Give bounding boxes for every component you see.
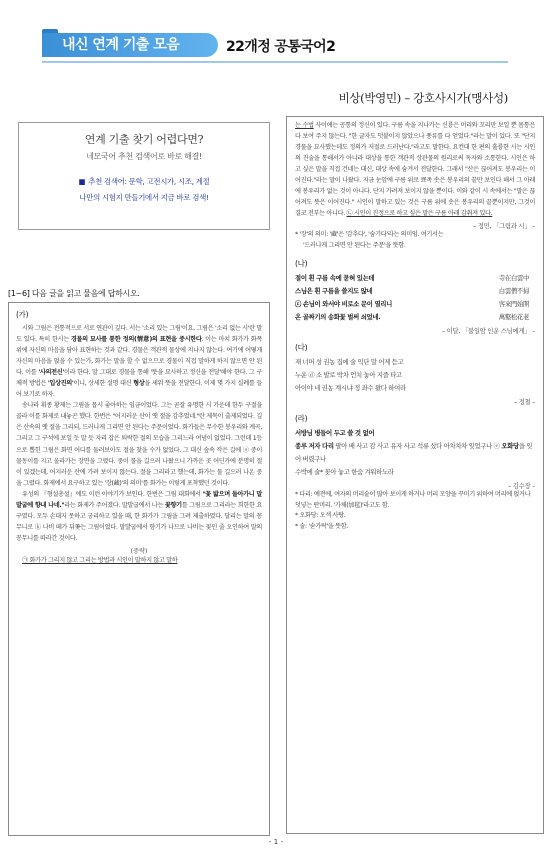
bold-span: '사의전신' [38,369,64,377]
poem-na-hanja: 白雲僧不掃 [498,287,529,296]
poem-na-korean: 절이 흰 구름 속에 묻혀 있는데 [295,274,375,283]
underlined-text: 는 수법 [295,122,314,129]
poem-na-hanja: 客來門始開 [498,300,529,309]
source-ra: – 김수장 – [508,482,535,491]
source-title: 비상(박영민) – 강호사시가(맹사성) [338,91,508,105]
footnote-jang [295,230,535,251]
poem-na-hanja: 萬壑松花老 [498,313,529,322]
text-span: 팔아 배 사고 감 사고 유자 사고 석류 샀다 아차차차 잊었구나 ⓔ [333,442,502,451]
underlined-text: ㉡ 시인이 진정으로 하고 싶은 말은 구름 아래 감춰져 있다. [346,210,493,218]
header-badge: 내신 연계 기출 모음 [42,33,218,57]
header-subject: 22개정 공통국어2 [226,39,336,55]
question-instruction: [1~6] 다음 글을 읽고 물음에 답하시오. [8,289,140,298]
poem-na-korean: ⓒ 손님이 와서야 비로소 문이 열리니 [295,300,392,309]
promo-line2: 나만의 시험지 만들기에서 지금 바로 검색! [79,193,209,202]
passage-tag-ga: (가) [16,310,29,319]
bold-span: 경물의 묘사를 통한 정의(情意)의 표현을 중시한다 [70,336,202,344]
poem-na-line [295,272,535,285]
text-span: 시와 그림은 전통적으로 서로 연관이 깊다. 서는 '소리 있는 그림'이요, 그림은 '소리 없는 시'란 말도 있다. 특히 한시는 [16,325,262,344]
footnotes-ra [295,490,535,532]
text-span: 이니, 상세한 설명 대신 [73,380,134,388]
bold-span: '입상진의' [47,380,74,388]
poem-da-line-2: 누운 ⓓ 소 발로 박차 언치 놓아 지즐 타고 [295,371,402,380]
promo-subtitle: 네모국어 추천 검색어로 바로 해결! [86,152,202,161]
text-span: 라는 화제가 주어졌다. 말발굽에서 나는 [64,501,165,509]
source-na: – 이달, 「불일암 인운 스님에게」 – [442,327,535,336]
passage-tag-ra: (라) [295,414,308,424]
page-header [0,0,552,66]
text-span: 유성의 『형설총설』에도 이런 이야기가 보인다. 한번은 그림 대회에서 [22,490,203,498]
promo-line1: 추천 검색어: 문학, 고전시가, 시조, 계절 [88,177,210,186]
omission-mark: (중략) [130,547,148,555]
paragraph-2: 송나라 휘종 황제는 그림을 몹시 좋아하는 임금이었다. 그는 곧잘 유명한 시 가운데 한두 구절을 골라 이를 화제로 내놓곤 했다. 한번은 "어지러운 산이 옛 절을 감추었네."란 제목이 출제되었다. 깊은 산속의 옛 절을 그리되, 드러나게 그리면 안 된다는 주문이었다. 화가들은 무수한 봉우리와 계곡, 그리고 그 구석에 보일 듯 말 듯 자리 잡은 퇴락한 절의 모습을 그리느라 여념이 없었다. 그런데 1등으로 뽑힌 그림은 화면 어디를 둘러보아도 절을 찾을 수가 없었다. 그 대신 숲속 작은 길에 ⓐ 중이 물동이를 지고 올라가는 장면을 그렸다. 중이 물을 길으러 나왔으니 가까운 곳 어딘가에 분명히 절이 있겠는데, 어지러운 산에 가려 보이지 않는다. 절을 그리라고 했는데, 화가는 물 길으러 나온 중을 그렸다. 화제에서 요구하고 있는 '장(藏)'의 의미'를 화가는 이렇게 포착했던 것이다. [16,402,262,487]
promo-box [18,122,270,230]
passage-box-right [286,116,544,834]
passage-tag-na: (나) [295,259,308,269]
note-line: * 술: '숟가락'을 뜻함. [295,522,349,530]
note-line: * 다리: 예전에, 여자의 머리숱이 많아 보이게 하거나 머리 모양을 꾸미기 위하여 머리에 얹거나 덧넣는 딴머리. '가체(加髢)'라고도 함. [295,491,531,509]
promo-search-keywords [19,176,269,187]
header-divider [42,61,508,63]
promo-title: 연계 기출 찾기 어렵다면? [84,133,204,146]
square-bullet-icon: ■ [78,177,86,186]
note-line: * 오화당: 오색 사탕. [295,512,346,520]
bold-span: 종루 저자 다리 [295,442,334,451]
passage-ga-text [16,323,262,544]
poem-ra-line-2 [295,440,535,466]
passage-tag-da: (다) [295,343,308,353]
note-line: '드러나게 그리면 안 된다는 주문'을 뜻함. [303,241,406,249]
poem-ra-line-1 [295,427,535,440]
poem-na-line [295,285,535,298]
poem-na-korean: 온 골짜기의 송화꽃 벌써 쇠었네. [295,313,381,322]
poem-na-line [295,311,535,324]
underlined-text: ㉠ 화가가 그리지 않고 그리는 방법과 시인이 말하지 않고 말하 [22,556,178,564]
paragraph-4 [16,555,262,566]
poem-da-line-1: 재 너머 성 권농 집에 술 익단 말 어제 듣고 [295,358,404,367]
text-span: 을 잊어 버렸구나 [295,442,533,464]
poem-na [295,272,535,324]
poem-ra-line-3: 수박에 술* 꽂아 놓고 한숨 겨워하노라 [295,468,394,477]
poem-na-korean: 스님은 흰 구름을 쓸지도 않네 [295,287,373,296]
source-ga: – 정민, 「그림과 시」 – [473,222,535,231]
text-span: . 이는 마치 화가가 화폭 위에 자신의 마음을 담아 표현하는 것과 같다. 경물은 객관적 물상에 지나지 않는다. 여기에 어떻게 자신의 마음을 얹을 수 있는가, 화가는 말을 할 수 없으므로 경물이 직접 말하게 하지 않으면 안 된다. 이를 [16,336,262,377]
source-da: – 정철 – [513,398,535,407]
poem-da-line-3: 아이야 네 권농 계시냐 정 좌수 왔다 하여라 [295,384,406,393]
text-span: 사이에는 공통의 정신이 있다. 구름 속을 지나가는 신룡은 머리와 꼬리만 보일 뿐 몸통은 다 보여 주지 않는다. "한 글자도 덧붙이지 않았으나 풍류를 다 얻었다."라는 말이 있다. 또 "단지 경물을 묘사했는데도 정의가 저절로 드러난다."라고도 말한다. 요컨대 한 편의 훌륭한 시는 시인의 진술을 통해서가 아니라 대상을 통한 객관적 상관물의 원리로써 독자와 소통한다. 시인은 하고 싶은 말을 직접 건네는 대신, 대상 속에 숨겨서 전달한다. 그래서 "산은 끊어져도 봉우리는 이어진다."라는 말이 나왔다. 지금 눈앞에 구름 위로 뾰족 솟은 봉우리의 끝만 보인다 해서 그 아래에 봉우리가 없는 것이 아니다. 단지 가려져 보이지 않을 뿐이다. 이와 같이 시 속에서는 "말은 끊어져도 뜻은 이어진다." 시인이 말하고 있는 것은 구름 위에 솟은 봉우리의 끝뿐이지만, 그것이 결코 전부는 아니다. [295,122,535,218]
text-span: 를 그림으로 그리라는 희한한 요구였다. 모두 손대지 못하고 궁리하고 있을 때, 한 화가가 그림을 그려 제출하였다. 달리는 말의 꽁무니로 ⓑ 나비 떼가 뒤쫓는 그림이었다. 말발굽에서 향기가 나므로 나비는 꽃인 줄 오인하여 말의 꽁무니를 따라간 것이다. [16,501,263,542]
bold-span: "꽃 밟으며 돌아가니 말발굽에 향내 나네." [16,490,262,509]
bold-span: 꽃향기 [164,501,182,509]
bold-span: 서방님 병들어 두고 쓸 것 없어 [295,429,375,438]
bold-span: 형상 [133,380,145,388]
text-span: 을 세워 뜻을 전달한다. 이제 몇 가지 실례를 들어 보기로 하자. [16,380,262,399]
poem-na-line [295,298,535,311]
poem-na-hanja: 寺在白雲中 [498,274,529,283]
text-span: 이라 한다. 말 그대로 경물을 통해 '뜻을 묘사하고 정신을 전달'해야 한다. 그 구체적 방법은 [16,369,262,388]
note-line: * '장'의 의미: '藏'은 '감추다', '숨기다'라는 의미임. 여기서는 [295,231,444,239]
page-number: - 1 - [269,838,283,846]
passage-box-left [8,302,270,836]
passage-ga-continued [295,120,535,219]
bold-span: 오화당 [501,442,519,451]
